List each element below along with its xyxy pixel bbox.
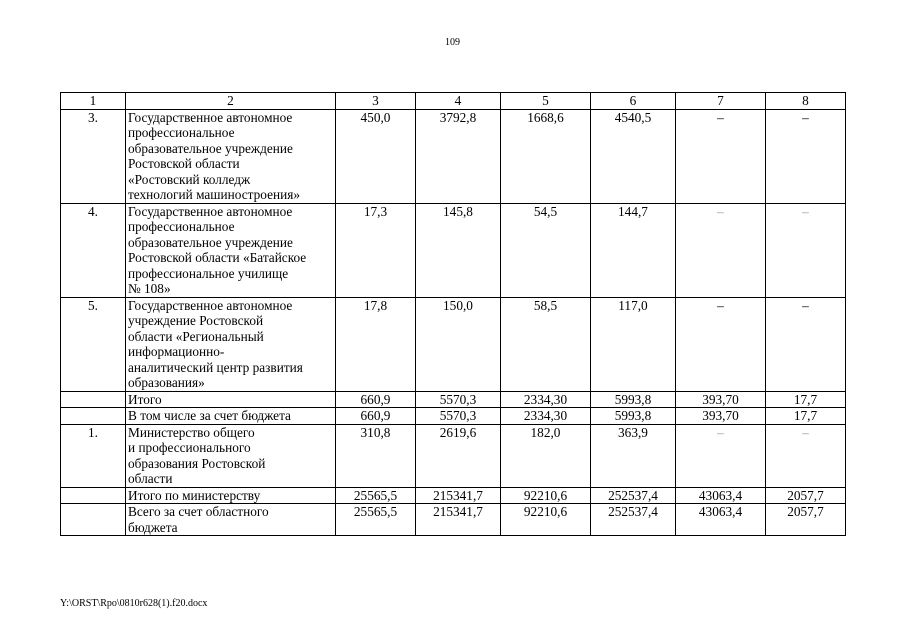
table-row xyxy=(61,203,846,297)
table-row xyxy=(61,408,846,425)
institution-name: Государственное автономное профессиональное образовательное учреждение Ростовской области «Ростовский колледж технологий машиностроения» xyxy=(126,109,336,203)
table-row xyxy=(61,504,846,536)
value-cell: 17,3 xyxy=(336,203,416,297)
page-number: 109 xyxy=(445,37,460,48)
value-cell: 92210,6 xyxy=(501,487,591,504)
value-cell: 5993,8 xyxy=(591,391,676,408)
value-cell: 25565,5 xyxy=(336,504,416,536)
value-cell: 252537,4 xyxy=(591,504,676,536)
value-cell: 144,7 xyxy=(591,203,676,297)
value-cell: 5570,3 xyxy=(416,408,501,425)
value-cell: 43063,4 xyxy=(676,487,766,504)
table-row xyxy=(61,391,846,408)
value-cell: 182,0 xyxy=(501,424,591,487)
value-cell: 215341,7 xyxy=(416,487,501,504)
institution-name: Государственное автономное профессиональное образовательное учреждение Ростовской области «Батайское профессиональное училище № 108» xyxy=(126,203,336,297)
value-cell: 363,9 xyxy=(591,424,676,487)
value-cell: 310,8 xyxy=(336,424,416,487)
table-row xyxy=(61,109,846,203)
column-header: 4 xyxy=(416,93,501,110)
column-header: 6 xyxy=(591,93,676,110)
value-cell: 17,8 xyxy=(336,297,416,391)
value-cell: – xyxy=(676,424,766,487)
row-label: В том числе за счет бюджета xyxy=(126,408,336,425)
table-header-row xyxy=(61,93,846,110)
column-header: 1 xyxy=(61,93,126,110)
value-cell: 25565,5 xyxy=(336,487,416,504)
value-cell: – xyxy=(766,297,846,391)
value-cell: – xyxy=(676,109,766,203)
budget-table xyxy=(60,92,846,536)
value-cell: 1668,6 xyxy=(501,109,591,203)
table-row xyxy=(61,297,846,391)
value-cell: – xyxy=(766,424,846,487)
value-cell: 3792,8 xyxy=(416,109,501,203)
value-cell: 58,5 xyxy=(501,297,591,391)
table-row xyxy=(61,424,846,487)
row-number xyxy=(61,487,126,504)
value-cell: 92210,6 xyxy=(501,504,591,536)
value-cell: 2057,7 xyxy=(766,487,846,504)
value-cell: 2057,7 xyxy=(766,504,846,536)
value-cell: 252537,4 xyxy=(591,487,676,504)
value-cell: 17,7 xyxy=(766,408,846,425)
value-cell: – xyxy=(676,203,766,297)
value-cell: 660,9 xyxy=(336,408,416,425)
value-cell: 150,0 xyxy=(416,297,501,391)
value-cell: 43063,4 xyxy=(676,504,766,536)
value-cell: 393,70 xyxy=(676,408,766,425)
value-cell: 17,7 xyxy=(766,391,846,408)
row-number: 5. xyxy=(61,297,126,391)
column-header: 5 xyxy=(501,93,591,110)
row-number xyxy=(61,408,126,425)
value-cell: – xyxy=(676,297,766,391)
value-cell: 145,8 xyxy=(416,203,501,297)
row-number xyxy=(61,504,126,536)
column-header: 8 xyxy=(766,93,846,110)
row-label: Всего за счет областного бюджета xyxy=(126,504,336,536)
row-number: 1. xyxy=(61,424,126,487)
value-cell: 215341,7 xyxy=(416,504,501,536)
value-cell: 393,70 xyxy=(676,391,766,408)
value-cell: 2619,6 xyxy=(416,424,501,487)
footer-file-path: Y:\ORST\Rpo\0810r628(1).f20.docx xyxy=(60,598,208,609)
table-row xyxy=(61,487,846,504)
value-cell: – xyxy=(766,109,846,203)
column-header: 7 xyxy=(676,93,766,110)
value-cell: 2334,30 xyxy=(501,408,591,425)
row-number: 3. xyxy=(61,109,126,203)
value-cell: 54,5 xyxy=(501,203,591,297)
value-cell: 5993,8 xyxy=(591,408,676,425)
institution-name: Министерство общего и профессионального образования Ростовской области xyxy=(126,424,336,487)
institution-name: Государственное автономное учреждение Ростовской области «Региональный информационно- аналитический центр развития образования» xyxy=(126,297,336,391)
value-cell: 660,9 xyxy=(336,391,416,408)
column-header: 2 xyxy=(126,93,336,110)
row-label: Итого xyxy=(126,391,336,408)
value-cell: 117,0 xyxy=(591,297,676,391)
value-cell: 2334,30 xyxy=(501,391,591,408)
column-header: 3 xyxy=(336,93,416,110)
row-label: Итого по министерству xyxy=(126,487,336,504)
value-cell: 450,0 xyxy=(336,109,416,203)
row-number: 4. xyxy=(61,203,126,297)
value-cell: – xyxy=(766,203,846,297)
value-cell: 5570,3 xyxy=(416,391,501,408)
row-number xyxy=(61,391,126,408)
value-cell: 4540,5 xyxy=(591,109,676,203)
